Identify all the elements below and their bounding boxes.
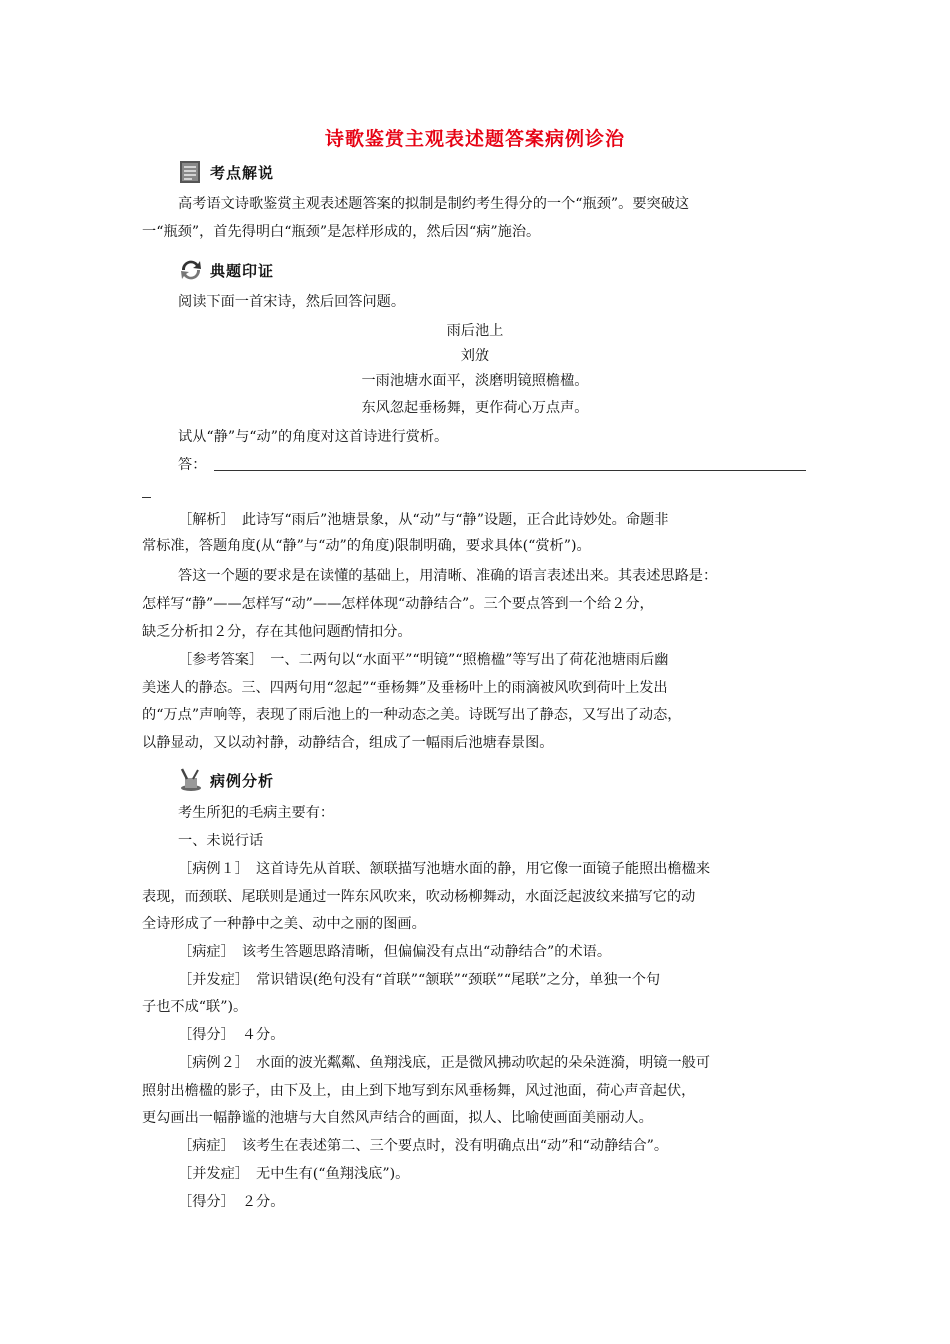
question-text: 试从“静”与“动”的角度对这首诗进行赏析。 — [178, 429, 449, 445]
paragraph-line: 高考语文诗歌鉴赏主观表述题答案的拟制是制约考生得分的一个“瓶颈”。要突破这 — [178, 196, 690, 212]
document-icon — [178, 160, 204, 184]
section-label: 病例分析 — [210, 771, 275, 790]
paragraph-line: 表现，而颈联、尾联则是通过一阵东风吹来，吹动杨柳舞动，水面泛起波纹来描写它的动 — [142, 889, 696, 905]
section-header-dianti — [178, 258, 274, 282]
paragraph-line: 的“万点”声响等，表现了雨后池上的一种动态之美。诗既写出了静态，又写出了动态， — [142, 707, 682, 723]
paragraph-line: 更勾画出一幅静谧的池塘与大自然风声结合的画面，拟人、比喻使画面美丽动人。 — [142, 1110, 653, 1126]
refresh-icon — [178, 258, 204, 282]
paragraph-line: ［得分］ ４分。 — [178, 1027, 285, 1043]
fenxi-intro: 考生所犯的毛病主要有： — [178, 805, 335, 821]
answer-label: 答： — [178, 457, 207, 473]
paragraph-line: ［参考答案］ 一、二两句以“水面平”“明镜”“照檐楹”等写出了荷花池塘雨后幽 — [178, 652, 669, 668]
answer-line-end — [142, 497, 151, 498]
section-header-kaodian — [178, 160, 274, 184]
paragraph-line: 全诗形成了一种静中之美、动中之丽的图画。 — [142, 916, 426, 932]
poem-line: 一雨池塘水面平，淡磨明镜照檐楹。 — [361, 373, 589, 389]
paragraph-line: 以静显动，又以动衬静，动静结合，组成了一幅雨后池塘春景图。 — [142, 735, 554, 751]
pen-holder-icon — [178, 768, 204, 792]
paragraph-line: 美迷人的静态。三、四两句用“忽起”“垂杨舞”及垂杨叶上的雨滴被风吹到荷叶上发出 — [142, 680, 668, 696]
page-title: 诗歌鉴赏主观表述题答案病例诊治 — [324, 128, 625, 150]
section-label: 考点解说 — [210, 163, 275, 182]
poem-line: 东风忽起垂杨舞，更作荷心万点声。 — [361, 400, 589, 416]
poem-title: 雨后池上 — [446, 323, 504, 339]
paragraph-line: ［并发症］ 常识错误(绝句没有“首联”“颔联”“颈联”“尾联”之分，单独一个句 — [178, 972, 661, 988]
paragraph-line: ［病例１］ 这首诗先从首联、颔联描写池塘水面的静，用它像一面镜子能照出檐楹来 — [178, 861, 711, 877]
intro-text: 阅读下面一首宋诗，然后回答问题。 — [178, 294, 406, 310]
paragraph-line: ［得分］ ２分。 — [178, 1194, 285, 1210]
paragraph-line: ［病症］ 该考生在表述第二、三个要点时，没有明确点出“动”和“动静结合”。 — [178, 1138, 669, 1154]
paragraph-line: 怎样写“静”——怎样写“动”——怎样体现“动静结合”。三个要点答到一个给２分， — [142, 596, 654, 612]
section-label: 典题印证 — [210, 261, 275, 280]
section-header-bingli — [178, 768, 274, 792]
paragraph-line: ［解析］ 此诗写“雨后”池塘景象，从“动”与“静”设题，正合此诗妙处。命题非 — [178, 512, 669, 528]
paragraph-line: 缺乏分析扣２分，存在其他问题酌情扣分。 — [142, 624, 412, 640]
paragraph-line: ［病症］ 该考生答题思路清晰，但偏偏没有点出“动静结合”的术语。 — [178, 944, 612, 960]
answer-line — [214, 469, 806, 471]
paragraph-line: 答这一个题的要求是在读懂的基础上，用清晰、准确的语言表述出来。其表述思路是： — [178, 568, 718, 584]
paragraph-line: ［并发症］ 无中生有(“鱼翔浅底”)。 — [178, 1166, 410, 1182]
paragraph-line: 一“瓶颈”，首先得明白“瓶颈”是怎样形成的，然后因“病”施治。 — [142, 224, 541, 240]
poem-author: 刘攽 — [460, 348, 490, 364]
paragraph-line: 照射出檐楹的影子，由下及上，由上到下地写到东风垂杨舞，风过池面，荷心声音起伏， — [142, 1083, 696, 1099]
paragraph-line: 常标准，答题角度(从“静”与“动”的角度)限制明确，要求具体(“赏析”)。 — [142, 538, 591, 554]
paragraph-line: ［病例２］ 水面的波光粼粼、鱼翔浅底，正是微风拂动吹起的朵朵涟漪，明镜一般可 — [178, 1055, 711, 1071]
fenxi-item: 一、未说行话 — [178, 833, 264, 849]
paragraph-line: 子也不成“联”)。 — [142, 999, 248, 1015]
